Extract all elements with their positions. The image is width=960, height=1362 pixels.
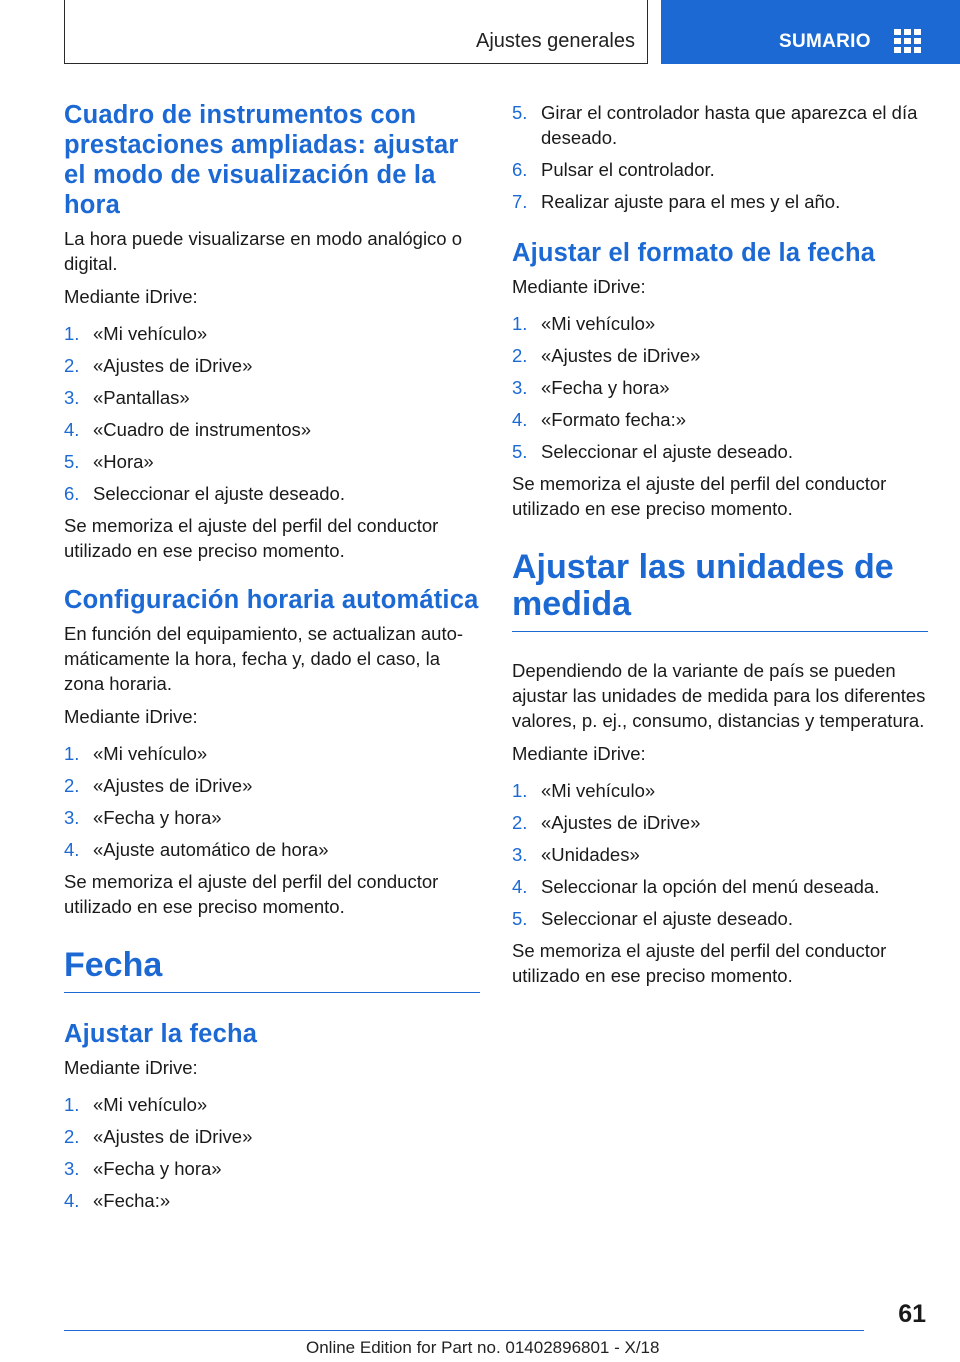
steps-list (512, 311, 928, 464)
step-number: 4. (64, 1190, 80, 1211)
paragraph: Se memoriza el ajuste del perfil del conductor utilizado en ese preciso momento. (512, 940, 887, 986)
step-number: 2. (512, 345, 528, 366)
list-item (64, 805, 480, 830)
step-number: 5. (512, 102, 528, 123)
paragraph: Dependiendo de la variante de país se pueden ajustar las unidades de medida para los diferentes valores, p. ej., consumo, distancias y temperatura. (512, 660, 926, 731)
step-text: Seleccionar el ajuste deseado. (541, 908, 793, 929)
list-item (512, 906, 928, 931)
step-text: «Ajustes de iDrive» (93, 355, 253, 376)
list-item (64, 417, 480, 442)
list-item (64, 353, 480, 378)
step-text: «Mi vehículo» (93, 1094, 208, 1115)
step-text: «Cuadro de instrumentos» (93, 419, 312, 440)
grid-icon (894, 29, 921, 53)
paragraph: La hora puede visualizarse en modo analógico o digital. (64, 228, 463, 274)
step-number: 2. (512, 812, 528, 833)
step-text: «Ajuste automático de hora» (93, 839, 329, 860)
step-number: 4. (64, 419, 80, 440)
step-number: 1. (64, 743, 80, 764)
list-item (64, 741, 480, 766)
list-item (512, 100, 928, 150)
step-number: 3. (512, 377, 528, 398)
step-number: 3. (512, 844, 528, 865)
step-number: 3. (64, 387, 80, 408)
header-section-box (64, 0, 648, 64)
step-text: «Ajustes de iDrive» (541, 812, 701, 833)
step-number: 7. (512, 191, 528, 212)
step-text: «Fecha y hora» (541, 377, 670, 398)
list-item (64, 449, 480, 474)
section-heading: Ajustar la fecha (64, 1020, 258, 1048)
steps-list (64, 1092, 480, 1213)
list-item (512, 810, 928, 835)
left-column (64, 100, 480, 1220)
list-item (512, 842, 928, 867)
step-text: «Ajustes de iDrive» (93, 1126, 253, 1147)
step-text: «Mi vehículo» (93, 323, 208, 344)
step-text: «Ajustes de iDrive» (93, 775, 253, 796)
list-item (512, 157, 928, 182)
step-text: «Formato fecha:» (541, 409, 686, 430)
steps-list (512, 778, 928, 931)
list-item (64, 1092, 480, 1117)
paragraph: Mediante iDrive: (512, 743, 646, 764)
paragraph: Mediante iDrive: (64, 706, 198, 727)
step-number: 5. (512, 441, 528, 462)
list-item (64, 1124, 480, 1149)
list-item (512, 189, 928, 214)
list-item (512, 874, 928, 899)
sumario-button[interactable] (661, 0, 960, 64)
step-text: «Mi vehículo» (541, 313, 656, 334)
list-item (512, 407, 928, 432)
step-number: 5. (64, 451, 80, 472)
section-title: Ajustes generales (476, 30, 635, 52)
list-item (512, 311, 928, 336)
step-text: Realizar ajuste para el mes y el año. (541, 191, 841, 212)
step-text: Seleccionar el ajuste deseado. (541, 441, 793, 462)
footer-divider (64, 1330, 864, 1331)
page-number: 61 (898, 1300, 926, 1328)
step-number: 1. (64, 1094, 80, 1115)
step-number: 1. (512, 313, 528, 334)
step-number: 6. (512, 159, 528, 180)
paragraph: Se memoriza el ajuste del perfil del conductor utilizado en ese preciso momento. (64, 515, 439, 561)
step-text: Girar el controlador hasta que aparezca el día deseado. (541, 102, 918, 148)
paragraph: Se memoriza el ajuste del perfil del conductor utilizado en ese preciso momento. (64, 871, 439, 917)
list-item (512, 778, 928, 803)
step-number: 4. (64, 839, 80, 860)
section-heading: Configuración horaria automática (64, 586, 479, 614)
step-text: «Mi vehículo» (93, 743, 208, 764)
step-text: «Mi vehículo» (541, 780, 656, 801)
paragraph: Mediante iDrive: (64, 286, 198, 307)
step-number: 4. (512, 876, 528, 897)
section-heading: Ajustar el formato de la fecha (512, 239, 876, 267)
right-column (512, 100, 928, 996)
list-item (512, 375, 928, 400)
step-number: 4. (512, 409, 528, 430)
step-text: «Ajustes de iDrive» (541, 345, 701, 366)
paragraph: Mediante iDrive: (512, 276, 646, 297)
list-item (64, 321, 480, 346)
list-item (512, 439, 928, 464)
paragraph: En función del equipamiento, se actualizan automáticamente la hora, fecha y, dado el caso, la zona horaria. (64, 623, 464, 694)
edition-text: Online Edition for Part no. 01402896801 - X/18 (306, 1338, 660, 1357)
list-item (512, 343, 928, 368)
step-number: 2. (64, 355, 80, 376)
step-number: 2. (64, 775, 80, 796)
list-item (64, 385, 480, 410)
step-number: 1. (64, 323, 80, 344)
step-number: 1. (512, 780, 528, 801)
step-text: «Hora» (93, 451, 154, 472)
list-item (64, 1156, 480, 1181)
step-text: «Fecha:» (93, 1190, 171, 1211)
list-item (64, 1188, 480, 1213)
paragraph: Se memoriza el ajuste del perfil del conductor utilizado en ese preciso momento. (512, 473, 887, 519)
steps-list (64, 321, 480, 506)
paragraph: Mediante iDrive: (64, 1057, 198, 1078)
chapter-heading: Ajustar las unidades de medida (512, 549, 928, 632)
step-text: Seleccionar el ajuste deseado. (93, 483, 345, 504)
step-number: 6. (64, 483, 80, 504)
list-item (64, 773, 480, 798)
step-number: 2. (64, 1126, 80, 1147)
sumario-label: SUMARIO (779, 31, 871, 52)
steps-list (512, 100, 928, 214)
steps-list (64, 741, 480, 862)
step-text: «Fecha y hora» (93, 807, 222, 828)
section-heading: Cuadro de instrumentos con prestaciones ampliadas: ajustar el modo de visualización de la hora (64, 101, 459, 219)
step-text: «Unidades» (541, 844, 640, 865)
step-text: Pulsar el controlador. (541, 159, 715, 180)
chapter-heading: Fecha (64, 947, 480, 993)
step-text: «Fecha y hora» (93, 1158, 222, 1179)
step-text: Seleccionar la opción del menú deseada. (541, 876, 880, 897)
step-text: «Pantallas» (93, 387, 190, 408)
list-item (64, 481, 480, 506)
step-number: 3. (64, 1158, 80, 1179)
step-number: 5. (512, 908, 528, 929)
step-number: 3. (64, 807, 80, 828)
list-item (64, 837, 480, 862)
